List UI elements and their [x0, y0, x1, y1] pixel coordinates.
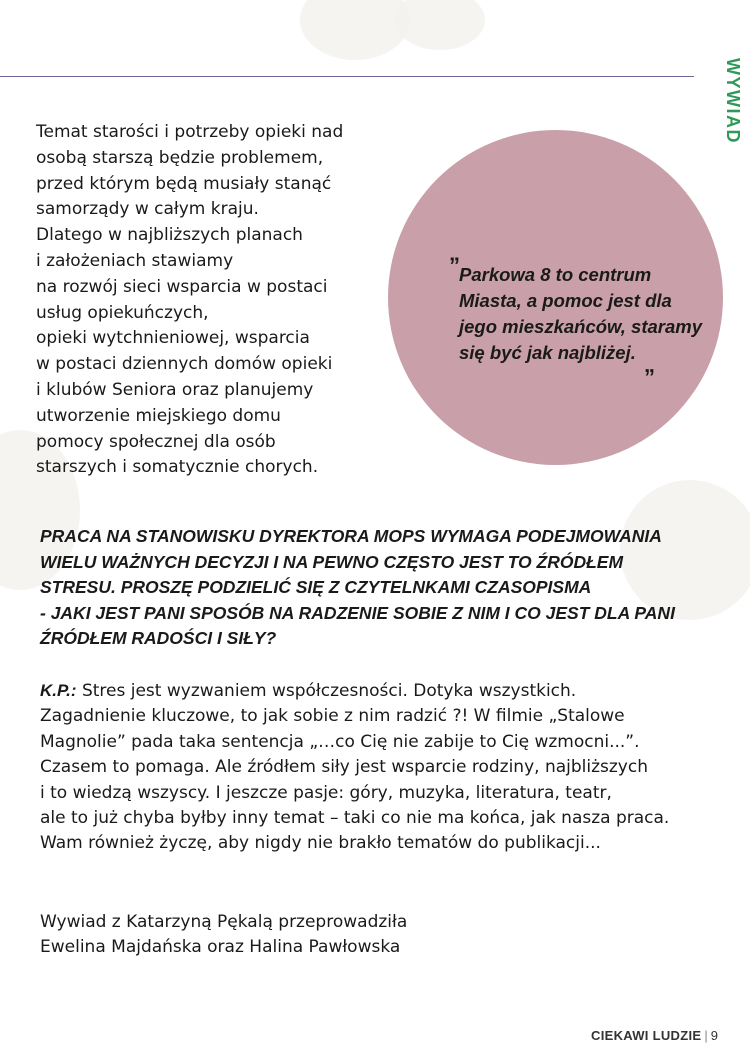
intro-line: osobą starszą będzie problemem,: [36, 147, 324, 168]
footer-separator: |: [704, 1028, 708, 1043]
background-blot: [395, 0, 485, 50]
interview-credits: [40, 910, 540, 961]
credits-line: Wywiad z Katarzyną Pękalą przeprowadziła: [40, 912, 408, 932]
answer-line: Zagadnienie kluczowe, to jak sobie z nim radzić ?! W filmie „Stalowe: [40, 706, 625, 727]
intro-line: i założeniach stawiamy: [36, 250, 234, 271]
intro-line: Temat starości i potrzeby opieki nad: [36, 122, 344, 142]
intro-line: starszych i somatycznie chorych.: [36, 457, 319, 478]
answer-first-line: [40, 678, 730, 704]
page-footer: [591, 1028, 718, 1043]
intro-line: i klubów Seniora oraz planujemy: [36, 379, 314, 400]
pull-quote-line: się być jak najbliżej.: [459, 342, 636, 363]
section-tag: WYWIAD: [723, 58, 743, 144]
question-line: - JAKI JEST PANI SPOSÓB NA RADZENIE SOBIE Z NIM I CO JEST DLA PANI: [40, 602, 675, 623]
pull-quote-line: Parkowa 8 to centrum: [459, 264, 652, 285]
answer-line: Magnolie” pada taka sentencja „…co Cię nie zabije to Cię wzmocni...”.: [40, 731, 640, 752]
answer-line: ale to już chyba byłby inny temat – taki co nie ma końca, jak nasza praca.: [40, 808, 670, 829]
pull-quote: [459, 262, 739, 366]
interview-question: [40, 524, 720, 652]
intro-line: utworzenie miejskiego domu: [36, 405, 281, 426]
pull-quote-line: Miasta, a pomoc jest dla: [459, 290, 672, 311]
answer-line: Wam również życzę, aby nigdy nie brakło tematów do publikacji...: [40, 833, 601, 854]
question-line: STRESU. PROSZĘ PODZIELIĆ SIĘ Z CZYTELNKAMI CZASOPISMA: [40, 577, 592, 598]
credits-line: Ewelina Majdańska oraz Halina Pawłowska: [40, 937, 401, 958]
answer-line: i to wiedzą wszyscy. I jeszcze pasje: góry, muzyka, literatura, teatr,: [40, 782, 612, 803]
question-line: WIELU WAŻNYCH DECYZJI I NA PEWNO CZĘSTO JEST TO ŹRÓDŁEM: [40, 551, 624, 572]
pull-quote-line: jego mieszkańców, staramy: [459, 316, 703, 337]
top-rule: [0, 76, 694, 77]
intro-line: pomocy społecznej dla osób: [36, 431, 276, 452]
question-line: ŹRÓDŁEM RADOŚCI I SIŁY?: [40, 628, 277, 649]
intro-line: przed którym będą musiały stanąć: [36, 173, 332, 194]
footer-section-name: CIEKAWI LUDZIE: [591, 1028, 702, 1043]
intro-line: na rozwój sieci wsparcia w postaci: [36, 276, 328, 297]
intro-line: w postaci dziennych domów opieki: [36, 354, 333, 375]
answer-line: Stres jest wyzwaniem współczesności. Dotyka wszystkich.: [76, 681, 577, 701]
intro-line: Dlatego w najbliższych planach: [36, 225, 303, 246]
intro-line: opieki wytchnieniowej, wsparcia: [36, 328, 310, 349]
intro-line: usług opiekuńczych,: [36, 302, 209, 323]
question-line: PRACA NA STANOWISKU DYREKTORA MOPS WYMAGA PODEJMOWANIA: [40, 526, 662, 546]
quote-close-mark: „: [644, 352, 655, 377]
page-number: 9: [710, 1028, 718, 1043]
background-blot: [300, 0, 410, 60]
intro-paragraph: [36, 120, 376, 481]
speaker-initials: K.P.:: [40, 681, 77, 700]
quote-open-mark: ”: [449, 253, 460, 278]
interview-answer: [40, 678, 730, 857]
answer-line: Czasem to pomaga. Ale źródłem siły jest wsparcie rodziny, najbliższych: [40, 757, 648, 778]
intro-line: samorządy w całym kraju.: [36, 199, 259, 220]
